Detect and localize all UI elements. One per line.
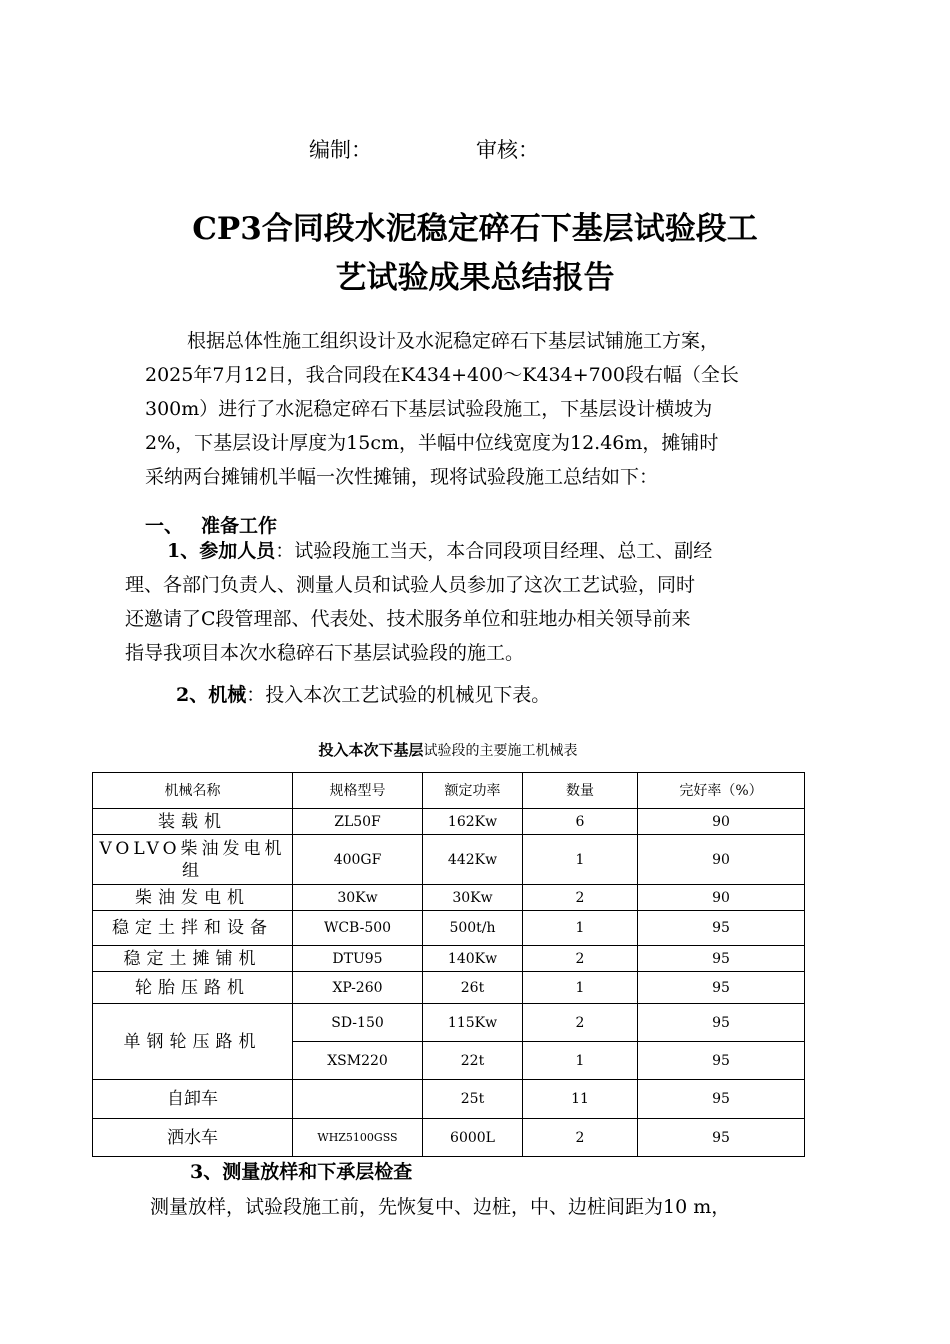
machine-qty: 6	[523, 809, 638, 835]
item1-label: 1、参加人员	[167, 540, 276, 562]
item3-heading: 3、测量放样和下承层检查	[190, 1161, 413, 1183]
report-title-line1: CP3合同段水泥稳定碎石下基层试验段工	[192, 211, 758, 247]
table-row	[93, 835, 805, 885]
intro-line: 2%，下基层设计厚度为15cm，半幅中位线宽度为12.46m，摊铺时	[145, 432, 719, 454]
table-row	[93, 1004, 805, 1042]
section-number: 一、	[145, 515, 184, 537]
machine-rate: 95	[638, 1080, 805, 1119]
machine-power: 140Kw	[423, 946, 523, 972]
header-cell: 规格型号	[293, 773, 423, 809]
machine-power: 22t	[423, 1042, 523, 1080]
report-title-line2: 艺试验成果总结报告	[335, 260, 615, 296]
table-row	[93, 885, 805, 911]
machine-name: 轮胎压路机	[93, 972, 293, 1004]
item1-paragraph	[125, 534, 825, 670]
machine-rate: 95	[638, 972, 805, 1004]
machine-name: 单钢轮压路机	[93, 1004, 293, 1080]
machine-model: WHZ5100GSS	[293, 1119, 423, 1157]
item2-paragraph	[176, 680, 550, 707]
machine-power: 6000L	[423, 1119, 523, 1157]
machine-rate: 90	[638, 809, 805, 835]
machine-power: 442Kw	[423, 835, 523, 885]
item1-line: 指导我项目本次水稳碎石下基层试验段的施工。	[125, 642, 525, 664]
item1-line: 理、各部门负责人、测量人员和试验人员参加了这次工艺试验，同时	[125, 574, 696, 596]
reviewer-label: 审核：	[476, 138, 539, 162]
machine-power: 30Kw	[423, 885, 523, 911]
machine-model: 400GF	[293, 835, 423, 885]
machine-power: 162Kw	[423, 809, 523, 835]
table-row	[93, 972, 805, 1004]
machine-name: 稳定土摊铺机	[93, 946, 293, 972]
machine-power: 26t	[423, 972, 523, 1004]
machine-model: XP-260	[293, 972, 423, 1004]
item1-text: ：试验段施工当天，本合同段项目经理、总工、副经	[275, 540, 713, 562]
header-cell: 完好率（%）	[638, 773, 805, 809]
machine-model: SD-150	[293, 1004, 423, 1042]
machine-rate: 95	[638, 946, 805, 972]
intro-line: 300m）进行了水泥稳定碎石下基层试验段施工，下基层设计横坡为	[145, 398, 713, 420]
machine-power: 25t	[423, 1080, 523, 1119]
machine-name: 洒水车	[93, 1119, 293, 1157]
section-heading: 准备工作	[201, 515, 278, 537]
machine-model: 30Kw	[293, 885, 423, 911]
machine-model: ZL50F	[293, 809, 423, 835]
machine-qty: 2	[523, 946, 638, 972]
machine-qty: 11	[523, 1080, 638, 1119]
header-cell: 额定功率	[423, 773, 523, 809]
machine-power: 500t/h	[423, 911, 523, 946]
header-cell: 机械名称	[93, 773, 293, 809]
machine-name: 稳定土拌和设备	[93, 911, 293, 946]
machine-qty: 2	[523, 1004, 638, 1042]
machine-qty: 1	[523, 911, 638, 946]
machine-qty: 1	[523, 972, 638, 1004]
machine-name: 装载机	[93, 809, 293, 835]
machine-model: XSM220	[293, 1042, 423, 1080]
machine-name: 柴油发电机	[93, 885, 293, 911]
machine-rate: 95	[638, 1042, 805, 1080]
machine-name: VOLVO柴油发电机组	[93, 835, 293, 885]
machinery-table	[92, 772, 805, 1157]
machine-qty: 2	[523, 1119, 638, 1157]
item2-label: 2、机械	[176, 684, 247, 706]
machine-rate: 90	[638, 835, 805, 885]
table-row	[93, 1119, 805, 1157]
intro-line: 采纳两台摊铺机半幅一次性摊铺，现将试验段施工总结如下：	[145, 466, 659, 488]
header-cell: 数量	[523, 773, 638, 809]
machine-rate: 95	[638, 1004, 805, 1042]
machine-rate: 90	[638, 885, 805, 911]
intro-paragraph	[145, 324, 825, 494]
machine-power: 115Kw	[423, 1004, 523, 1042]
compiler-label: 编制：	[309, 138, 372, 162]
table-caption-bold: 投入本次下基层	[318, 741, 424, 759]
table-row	[93, 911, 805, 946]
table-caption	[92, 739, 804, 760]
machine-rate: 95	[638, 911, 805, 946]
machine-model: DTU95	[293, 946, 423, 972]
machine-model: WCB-500	[293, 911, 423, 946]
item3-text: 测量放样，试验段施工前，先恢复中、边桩，中、边桩间距为10 m，	[150, 1196, 731, 1218]
item1-line: 还邀请了C段管理部、代表处、技术服务单位和驻地办相关领导前来	[125, 608, 691, 630]
table-row	[93, 809, 805, 835]
table-header-row	[93, 773, 805, 809]
table-row	[93, 1080, 805, 1119]
machine-rate: 95	[638, 1119, 805, 1157]
machine-qty: 1	[523, 1042, 638, 1080]
table-caption-rest: 试验段的主要施工机械表	[423, 743, 578, 759]
table-row	[93, 946, 805, 972]
intro-line: 2025年7月12日，我合同段在K434+400～K434+700段右幅（全长	[145, 364, 739, 386]
intro-line: 根据总体性施工组织设计及水泥稳定碎石下基层试铺施工方案，	[187, 330, 720, 352]
machine-qty: 2	[523, 885, 638, 911]
machine-model	[293, 1080, 423, 1119]
item2-text: ：投入本次工艺试验的机械见下表。	[246, 684, 551, 706]
machine-qty: 1	[523, 835, 638, 885]
machine-name: 自卸车	[93, 1080, 293, 1119]
